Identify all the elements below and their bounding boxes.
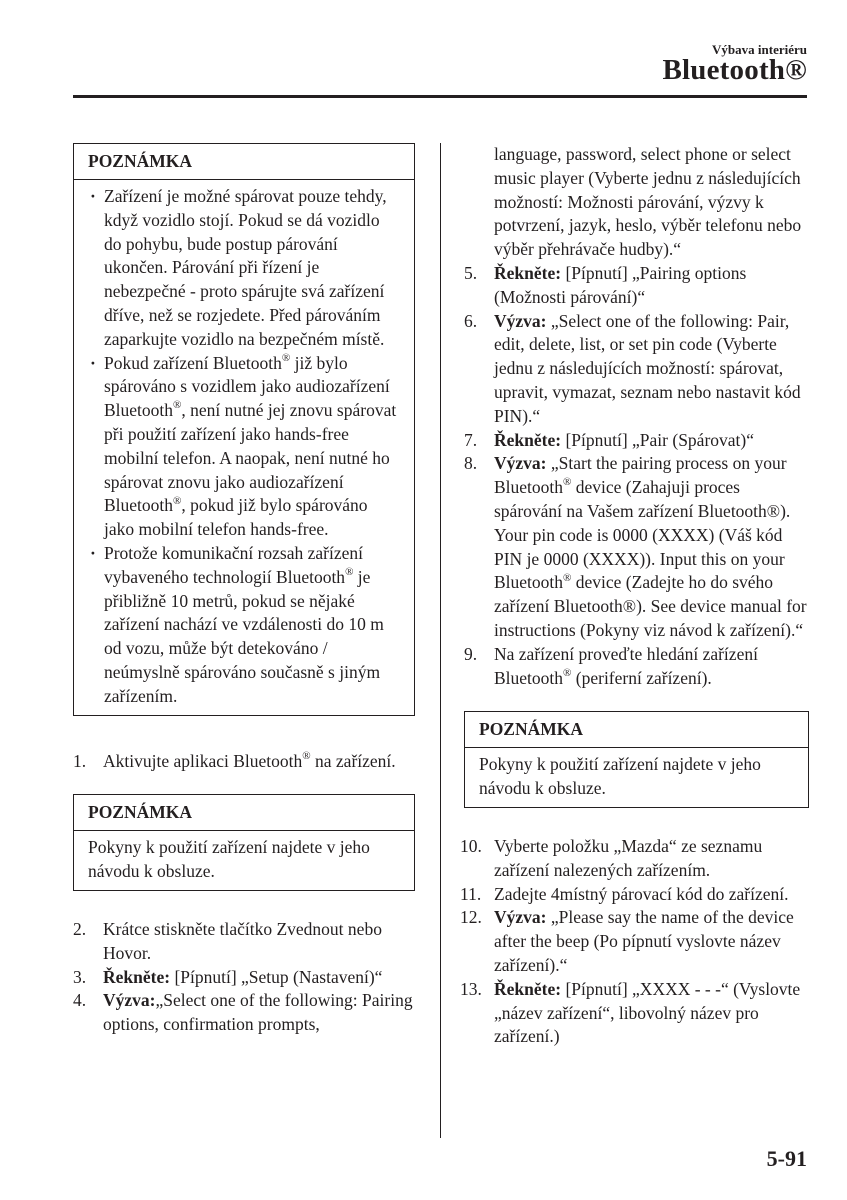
step-text: Krátce stiskněte tlačítko Zvednout nebo Hovor.: [103, 918, 382, 963]
step-text: [Pípnutí] „Pairing options (Možnosti párování)“: [494, 262, 747, 307]
step-label: Řekněte:: [103, 966, 171, 987]
step-number: 10.: [460, 835, 482, 856]
step-number: 12.: [460, 907, 482, 928]
page-title: Bluetooth®: [662, 54, 807, 86]
step-number: 3.: [73, 966, 87, 987]
step-item: [460, 883, 809, 907]
step-number: 1.: [73, 750, 87, 771]
step-item: [464, 262, 809, 310]
step-text: Na zařízení proveďte hledání zařízení Bluetooth® (periferní zařízení).: [494, 643, 758, 688]
bullet-text: Pokud zařízení Bluetooth® již bylo spárováno s vozidlem jako audiozařízení Bluetooth®, není nutné jej znovu spárovat při použití zařízení jako hands-free mobilní telefon. A naopak, není nutné ho spárovat znovu jako audiozařízení Bluetooth®, pokud již bylo spárováno jako mobilní telefon hands-free.: [104, 351, 397, 540]
bullet-icon: ·: [90, 542, 96, 563]
step-label: Výzva:: [494, 453, 547, 474]
step-item: [464, 310, 809, 429]
step-label: Výzva:: [103, 990, 156, 1011]
step-item: [73, 918, 415, 966]
step-number: 2.: [73, 918, 87, 939]
step-text: Zadejte 4místný párovací kód do zařízení.: [494, 883, 789, 904]
step-text: „Start the pairing process on your Bluetooth® device (Zahajuji proces spárování na Vašem zařízení Bluetooth®). Your pin code is 0000 (XXXX) (Váš kód PIN je 0000 (XXXX)). Input this on your Bluetooth® device (Zadejte ho do svého zařízení Bluetooth®). See device manual for instructions (Pokyny viz návod k zařízení).“: [494, 453, 807, 640]
note-box: [73, 794, 415, 891]
note-bullet: [88, 542, 400, 709]
step-label: Řekněte:: [494, 978, 562, 999]
step-number: 11.: [460, 883, 482, 904]
section-title: Výbava interiéru: [712, 42, 807, 57]
step-text: [Pípnutí] „Pair (Spárovat)“: [561, 429, 754, 450]
step-item: [460, 835, 809, 883]
step-number: 6.: [464, 310, 478, 331]
right-column: [460, 143, 809, 1049]
note-box: [73, 143, 415, 716]
note-body: Pokyny k použití zařízení najdete v jeho návodu k obsluze.: [479, 754, 761, 799]
left-column: [73, 143, 415, 1037]
step-item: [464, 452, 809, 642]
step-text: [Pípnutí] „Setup (Nastavení)“: [170, 966, 383, 987]
step-text: Vyberte položku „Mazda“ ze seznamu zařízení nalezených zařízením.: [494, 835, 763, 880]
step-item: [460, 978, 809, 1049]
step-number: 7.: [464, 429, 478, 450]
note-heading: POZNÁMKA: [465, 712, 808, 748]
bullet-text: Protože komunikační rozsah zařízení vybaveného technologií Bluetooth® je přibližně 10 metrů, pokud se nějaké zařízení nachází ve vzdálenosti do 10 m od vozu, může být detekováno / neúmyslně spárováno současně s jiným zařízením.: [104, 542, 384, 706]
note-heading: POZNÁMKA: [74, 795, 414, 831]
step-text: „Select one of the following: Pair, edit, delete, list, or set pin code (Vyberte jednu z následujících možností: spárovat, upravit, vymazat, seznam nebo nastavit kód PIN).“: [494, 310, 801, 426]
note-body: Pokyny k použití zařízení najdete v jeho návodu k obsluze.: [88, 837, 370, 882]
step-item: [73, 966, 415, 990]
step-item: [460, 906, 809, 977]
step-number: 5.: [464, 262, 478, 283]
step-text: „Please say the name of the device after the beep (Po pípnutí vyslovte název zařízení).“: [494, 907, 794, 975]
step-number: 13.: [460, 978, 482, 999]
step-number: 8.: [464, 453, 478, 474]
step-item: [464, 429, 809, 453]
note-body: [74, 180, 414, 715]
bullet-icon: ·: [90, 186, 96, 206]
note-bullet: [88, 352, 400, 542]
step-continuation: [464, 143, 809, 262]
step-text: „Select one of the following: Pairing options, confirmation prompts,: [103, 990, 413, 1035]
bullet-icon: ·: [90, 352, 96, 373]
column-divider: [440, 143, 441, 1138]
step-label: Výzva:: [494, 310, 547, 331]
step-text: Aktivujte aplikaci Bluetooth® na zařízení.: [103, 749, 396, 771]
step-label: Řekněte:: [494, 262, 562, 283]
header-rule: [73, 95, 807, 98]
step-number: 9.: [464, 643, 478, 664]
step-item: [73, 750, 415, 774]
step-label: Výzva:: [494, 907, 547, 928]
bullet-text: Zařízení je možné spárovat pouze tehdy, když vozidlo stojí. Pokud se dá vozidlo do pohybu, bude postup párování ukončen. Párování při řízení je nebezpečné - proto spárujte svá zařízení dříve, než se rozjedete. Před párováním zaparkujte vozidlo na bezpečném místě.: [104, 186, 387, 349]
step-label: Řekněte:: [494, 429, 562, 450]
step-item: [464, 643, 809, 691]
step-number: 4.: [73, 990, 87, 1011]
step-text: [Pípnutí] „XXXX - - -“ (Vyslovte „název zařízení“, libovolný název pro zařízení.): [494, 978, 801, 1047]
page-number: 5-91: [766, 1146, 807, 1171]
step-item: [73, 989, 415, 1037]
note-bullet: [88, 185, 400, 352]
step-text: language, password, select phone or select music player (Vyberte jednu z následujících možností: Možnosti párování, výzvy k potvrzení, jazyk, heslo, výběr telefonu nebo výběr přehrávače hudby).“: [494, 144, 802, 260]
note-box: [464, 711, 809, 808]
note-heading: POZNÁMKA: [74, 144, 414, 180]
